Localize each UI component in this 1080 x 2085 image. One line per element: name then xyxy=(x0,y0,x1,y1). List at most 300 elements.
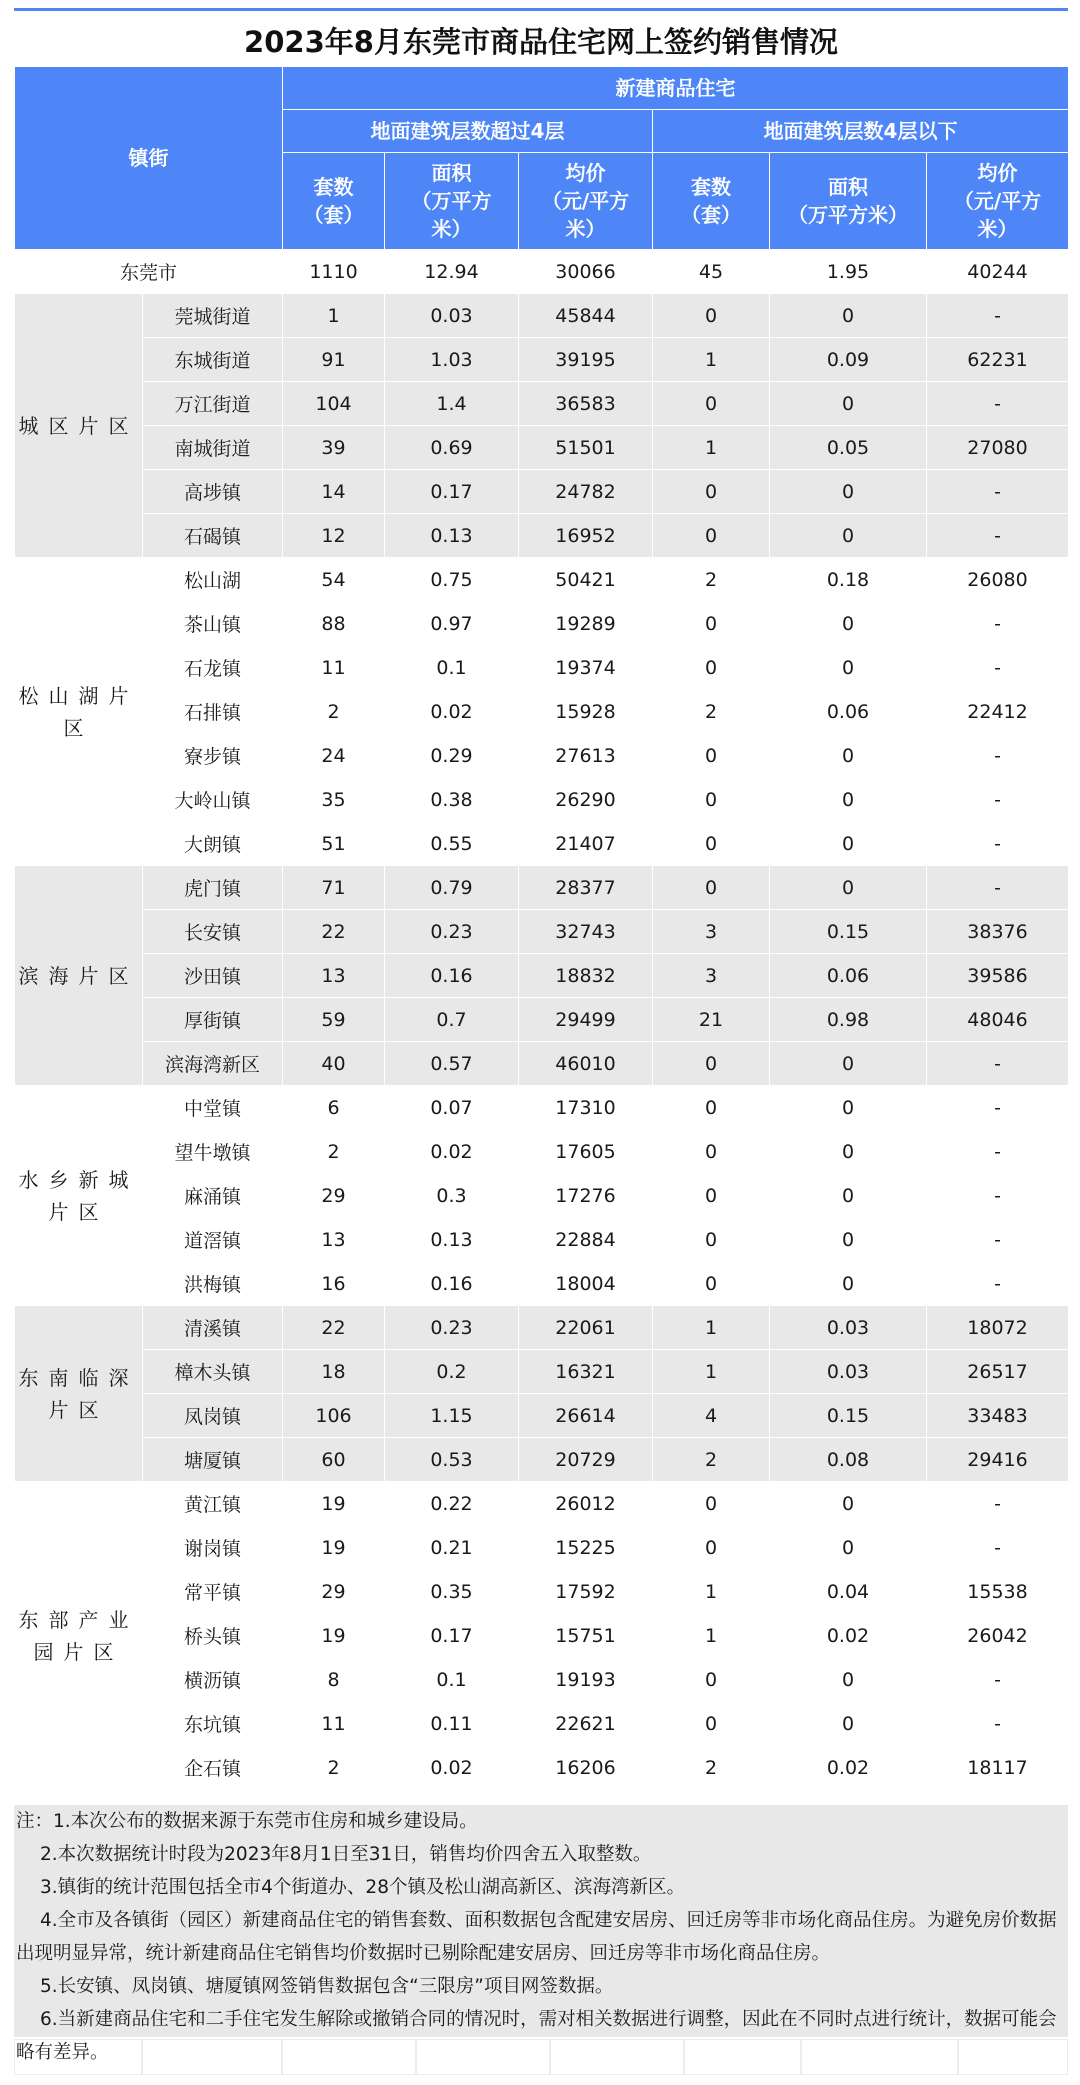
table-cell: 0.22 xyxy=(385,1482,519,1526)
table-cell: 15751 xyxy=(519,1614,653,1658)
table-row xyxy=(15,1570,1069,1614)
table-cell: 15928 xyxy=(519,690,653,734)
table-cell: 38376 xyxy=(927,910,1069,954)
table-cell: 12 xyxy=(283,514,385,558)
table-cell: 0 xyxy=(653,1086,770,1130)
note-line: 5.长安镇、凤岗镇、塘厦镇网签销售数据包含“三限房”项目网签数据。 xyxy=(40,1976,614,1997)
table-cell: 11 xyxy=(283,1702,385,1746)
town-name: 石龙镇 xyxy=(143,646,283,690)
table-cell: 0 xyxy=(653,1218,770,1262)
note-line: 3.镇街的统计范围包括全市4个街道办、28个镇及松山湖高新区、滨海湾新区。 xyxy=(40,1877,685,1898)
town-name: 谢岗镇 xyxy=(143,1526,283,1570)
table-row xyxy=(15,1482,1069,1526)
town-name: 大朗镇 xyxy=(143,822,283,866)
header-area-high: 面积 （万平方 米） xyxy=(385,153,519,250)
table-cell: 0.2 xyxy=(385,1350,519,1394)
table-row xyxy=(15,998,1069,1042)
table-row xyxy=(15,1526,1069,1570)
table-cell: 0.07 xyxy=(385,1086,519,1130)
town-name: 大岭山镇 xyxy=(143,778,283,822)
town-name: 横沥镇 xyxy=(143,1658,283,1702)
table-cell: 0 xyxy=(653,514,770,558)
table-cell: 19374 xyxy=(519,646,653,690)
table-cell: 26012 xyxy=(519,1482,653,1526)
table-cell: 0 xyxy=(770,1130,927,1174)
table-cell: 0 xyxy=(770,646,927,690)
header-area-low: 面积 （万平方米） xyxy=(770,153,927,250)
table-cell: 0 xyxy=(770,1526,927,1570)
table-cell: 0.53 xyxy=(385,1438,519,1482)
town-name: 东城街道 xyxy=(143,338,283,382)
city-value: 1.95 xyxy=(770,250,927,294)
table-cell: 22 xyxy=(283,910,385,954)
table-cell: 0.15 xyxy=(770,1394,927,1438)
town-name: 东坑镇 xyxy=(143,1702,283,1746)
town-name: 企石镇 xyxy=(143,1746,283,1790)
table-cell: 1.03 xyxy=(385,338,519,382)
header-price-high: 均价 （元/平方 米） xyxy=(519,153,653,250)
town-name: 清溪镇 xyxy=(143,1306,283,1350)
table-cell: 0.06 xyxy=(770,954,927,998)
table-cell: 17310 xyxy=(519,1086,653,1130)
table-cell: 0.79 xyxy=(385,866,519,910)
town-name: 莞城街道 xyxy=(143,294,283,338)
table-cell: 0 xyxy=(770,1218,927,1262)
empty-footer-row xyxy=(14,2039,1068,2075)
town-name: 松山湖 xyxy=(143,558,283,602)
table-cell: 88 xyxy=(283,602,385,646)
town-name: 寮步镇 xyxy=(143,734,283,778)
table-cell: 22061 xyxy=(519,1306,653,1350)
town-name: 滨海湾新区 xyxy=(143,1042,283,1086)
table-row xyxy=(15,382,1069,426)
table-cell: 14 xyxy=(283,470,385,514)
table-cell: 16206 xyxy=(519,1746,653,1790)
table-cell: - xyxy=(927,294,1069,338)
table-cell: 29499 xyxy=(519,998,653,1042)
table-cell: 0 xyxy=(653,866,770,910)
table-cell: 0.17 xyxy=(385,470,519,514)
table-cell: 0 xyxy=(653,602,770,646)
table-cell: - xyxy=(927,514,1069,558)
table-cell: 1 xyxy=(653,1350,770,1394)
town-name: 樟木头镇 xyxy=(143,1350,283,1394)
table-cell: 0 xyxy=(653,646,770,690)
table-cell: 2 xyxy=(653,1746,770,1790)
table-cell: 0 xyxy=(770,1482,927,1526)
top-accent-line xyxy=(14,8,1068,11)
table-cell: 26042 xyxy=(927,1614,1069,1658)
table-cell: - xyxy=(927,822,1069,866)
town-name: 厚街镇 xyxy=(143,998,283,1042)
table-row xyxy=(15,1438,1069,1482)
table-cell: 8 xyxy=(283,1658,385,1702)
header-above-4-floors: 地面建筑层数超过4层 xyxy=(283,110,653,153)
notes-section xyxy=(14,1805,1068,2063)
table-row xyxy=(15,1306,1069,1350)
table-cell: 21 xyxy=(653,998,770,1042)
table-cell: 71 xyxy=(283,866,385,910)
table-row xyxy=(15,1086,1069,1130)
table-cell: 0 xyxy=(770,294,927,338)
city-value: 40244 xyxy=(927,250,1069,294)
town-name: 茶山镇 xyxy=(143,602,283,646)
region-name: 松山湖片区 xyxy=(15,558,143,866)
table-cell: 91 xyxy=(283,338,385,382)
table-cell: 2 xyxy=(653,690,770,734)
table-cell: - xyxy=(927,1130,1069,1174)
table-cell: 24 xyxy=(283,734,385,778)
table-cell: 18832 xyxy=(519,954,653,998)
table-cell: 4 xyxy=(653,1394,770,1438)
table-cell: - xyxy=(927,1526,1069,1570)
table-cell: - xyxy=(927,382,1069,426)
table-cell: - xyxy=(927,1702,1069,1746)
note-line: 6.当新建商品住宅和二手住宅发生解除或撤销合同的情况时，需对相关数据进行调整，因此在不同时点进行统计，数据可能会略有差异。 xyxy=(16,2009,1057,2063)
table-cell: - xyxy=(927,1042,1069,1086)
table-cell: 0.13 xyxy=(385,514,519,558)
region-name: 滨海片区 xyxy=(15,866,143,1086)
table-cell: 51 xyxy=(283,822,385,866)
table-cell: 0.17 xyxy=(385,1614,519,1658)
table-cell: 36583 xyxy=(519,382,653,426)
header-town: 镇街 xyxy=(15,67,283,250)
table-row xyxy=(15,1350,1069,1394)
table-row xyxy=(15,1262,1069,1306)
town-name: 麻涌镇 xyxy=(143,1174,283,1218)
header-new-housing: 新建商品住宅 xyxy=(283,67,1069,110)
town-name: 南城街道 xyxy=(143,426,283,470)
table-cell: 20729 xyxy=(519,1438,653,1482)
table-cell: 0.75 xyxy=(385,558,519,602)
table-cell: 0 xyxy=(653,1130,770,1174)
table-cell: 0.21 xyxy=(385,1526,519,1570)
table-cell: 0 xyxy=(770,866,927,910)
table-cell: 0 xyxy=(770,1702,927,1746)
city-total-row xyxy=(15,250,1069,294)
table-cell: 0 xyxy=(770,1658,927,1702)
table-cell: 0 xyxy=(770,470,927,514)
town-name: 望牛墩镇 xyxy=(143,1130,283,1174)
header-units-low: 套数 （套） xyxy=(653,153,770,250)
table-row xyxy=(15,470,1069,514)
table-cell: 0 xyxy=(653,778,770,822)
table-cell: 11 xyxy=(283,646,385,690)
header-below-4-floors: 地面建筑层数4层以下 xyxy=(653,110,1069,153)
table-cell: 0.02 xyxy=(770,1614,927,1658)
table-cell: 0 xyxy=(770,778,927,822)
table-cell: 13 xyxy=(283,1218,385,1262)
header-price-low: 均价 （元/平方 米） xyxy=(927,153,1069,250)
table-cell: - xyxy=(927,1482,1069,1526)
town-name: 万江街道 xyxy=(143,382,283,426)
table-row xyxy=(15,602,1069,646)
table-row xyxy=(15,338,1069,382)
table-cell: 19 xyxy=(283,1614,385,1658)
table-cell: 15225 xyxy=(519,1526,653,1570)
table-cell: 0 xyxy=(770,382,927,426)
table-cell: 39586 xyxy=(927,954,1069,998)
table-cell: 106 xyxy=(283,1394,385,1438)
table-cell: 0 xyxy=(770,1174,927,1218)
table-row xyxy=(15,1746,1069,1790)
table-cell: 1 xyxy=(653,1306,770,1350)
table-row xyxy=(15,954,1069,998)
table-cell: 0.3 xyxy=(385,1174,519,1218)
table-cell: 0 xyxy=(653,1174,770,1218)
table-cell: 1 xyxy=(653,426,770,470)
table-cell: 16 xyxy=(283,1262,385,1306)
town-name: 洪梅镇 xyxy=(143,1262,283,1306)
table-cell: 33483 xyxy=(927,1394,1069,1438)
table-cell: 0 xyxy=(770,734,927,778)
table-cell: 0.03 xyxy=(770,1350,927,1394)
table-cell: 1.15 xyxy=(385,1394,519,1438)
table-row xyxy=(15,866,1069,910)
table-cell: 0.1 xyxy=(385,646,519,690)
table-cell: - xyxy=(927,734,1069,778)
table-cell: - xyxy=(927,778,1069,822)
table-cell: 0 xyxy=(653,1482,770,1526)
table-cell: 22884 xyxy=(519,1218,653,1262)
table-cell: 0.57 xyxy=(385,1042,519,1086)
table-row xyxy=(15,1130,1069,1174)
table-cell: 0.98 xyxy=(770,998,927,1042)
table-cell: 50421 xyxy=(519,558,653,602)
table-cell: 0.05 xyxy=(770,426,927,470)
table-row xyxy=(15,910,1069,954)
table-row xyxy=(15,1218,1069,1262)
town-name: 常平镇 xyxy=(143,1570,283,1614)
table-cell: 18117 xyxy=(927,1746,1069,1790)
table-cell: 59 xyxy=(283,998,385,1042)
town-name: 虎门镇 xyxy=(143,866,283,910)
city-name: 东莞市 xyxy=(15,250,283,294)
table-cell: 2 xyxy=(653,1438,770,1482)
table-cell: 0 xyxy=(653,470,770,514)
table-cell: 54 xyxy=(283,558,385,602)
table-cell: - xyxy=(927,470,1069,514)
table-cell: - xyxy=(927,866,1069,910)
table-cell: 22412 xyxy=(927,690,1069,734)
table-cell: - xyxy=(927,646,1069,690)
table-cell: 0.02 xyxy=(385,690,519,734)
table-cell: 1.4 xyxy=(385,382,519,426)
table-row xyxy=(15,734,1069,778)
table-cell: 29 xyxy=(283,1570,385,1614)
table-cell: 35 xyxy=(283,778,385,822)
table-cell: 22 xyxy=(283,1306,385,1350)
table-cell: 3 xyxy=(653,954,770,998)
table-cell: 0.18 xyxy=(770,558,927,602)
table-row xyxy=(15,1658,1069,1702)
table-cell: 0 xyxy=(770,1086,927,1130)
table-cell: 17592 xyxy=(519,1570,653,1614)
table-cell: 0.16 xyxy=(385,1262,519,1306)
table-cell: 0.04 xyxy=(770,1570,927,1614)
sales-table xyxy=(14,66,1069,1790)
table-cell: 0.1 xyxy=(385,1658,519,1702)
table-cell: 0 xyxy=(770,822,927,866)
table-cell: 0.03 xyxy=(770,1306,927,1350)
table-cell: 0 xyxy=(770,1042,927,1086)
table-cell: 19 xyxy=(283,1482,385,1526)
table-cell: 3 xyxy=(653,910,770,954)
table-cell: 15538 xyxy=(927,1570,1069,1614)
table-cell: 29 xyxy=(283,1174,385,1218)
table-row xyxy=(15,1394,1069,1438)
table-row xyxy=(15,1174,1069,1218)
table-row xyxy=(15,646,1069,690)
table-cell: 0 xyxy=(770,602,927,646)
town-name: 黄江镇 xyxy=(143,1482,283,1526)
table-cell: 21407 xyxy=(519,822,653,866)
table-cell: 0 xyxy=(653,1262,770,1306)
table-cell: 1 xyxy=(653,1614,770,1658)
table-cell: 1 xyxy=(283,294,385,338)
region-name: 东部产业园片区 xyxy=(15,1482,143,1790)
table-cell: 0.02 xyxy=(385,1746,519,1790)
table-row xyxy=(15,558,1069,602)
table-cell: 51501 xyxy=(519,426,653,470)
table-cell: 0.16 xyxy=(385,954,519,998)
page-title: 2023年8月东莞市商品住宅网上签约销售情况 xyxy=(244,24,838,59)
table-cell: 0 xyxy=(653,1526,770,1570)
city-value: 30066 xyxy=(519,250,653,294)
table-cell: 0 xyxy=(653,1658,770,1702)
table-cell: - xyxy=(927,1174,1069,1218)
note-line: 2.本次数据统计时段为2023年8月1日至31日，销售均价四舍五入取整数。 xyxy=(40,1844,652,1865)
town-name: 石排镇 xyxy=(143,690,283,734)
town-name: 中堂镇 xyxy=(143,1086,283,1130)
table-cell: 0.23 xyxy=(385,910,519,954)
table-row xyxy=(15,1702,1069,1746)
note-line: 注：1.本次公布的数据来源于东莞市住房和城乡建设局。 xyxy=(16,1811,478,1832)
table-cell: 0 xyxy=(770,1262,927,1306)
town-name: 塘厦镇 xyxy=(143,1438,283,1482)
table-cell: 0.69 xyxy=(385,426,519,470)
table-cell: 0.35 xyxy=(385,1570,519,1614)
table-cell: 0.97 xyxy=(385,602,519,646)
table-cell: 27613 xyxy=(519,734,653,778)
table-cell: 28377 xyxy=(519,866,653,910)
table-cell: 24782 xyxy=(519,470,653,514)
table-cell: 0.02 xyxy=(385,1130,519,1174)
town-name: 高埗镇 xyxy=(143,470,283,514)
table-cell: 19 xyxy=(283,1526,385,1570)
table-cell: 18004 xyxy=(519,1262,653,1306)
table-cell: 0.13 xyxy=(385,1218,519,1262)
table-cell: 26290 xyxy=(519,778,653,822)
town-name: 凤岗镇 xyxy=(143,1394,283,1438)
table-cell: 18 xyxy=(283,1350,385,1394)
table-cell: - xyxy=(927,602,1069,646)
town-name: 桥头镇 xyxy=(143,1614,283,1658)
table-cell: 16952 xyxy=(519,514,653,558)
town-name: 沙田镇 xyxy=(143,954,283,998)
table-cell: 17276 xyxy=(519,1174,653,1218)
table-cell: 2 xyxy=(653,558,770,602)
table-cell: 39195 xyxy=(519,338,653,382)
table-cell: 0.06 xyxy=(770,690,927,734)
town-name: 长安镇 xyxy=(143,910,283,954)
region-name: 城区片区 xyxy=(15,294,143,558)
table-cell: 60 xyxy=(283,1438,385,1482)
table-cell: 0 xyxy=(770,514,927,558)
table-cell: 17605 xyxy=(519,1130,653,1174)
table-cell: 2 xyxy=(283,1746,385,1790)
table-cell: 19193 xyxy=(519,1658,653,1702)
table-row xyxy=(15,1042,1069,1086)
table-cell: 0.7 xyxy=(385,998,519,1042)
note-line: 4.全市及各镇街（园区）新建商品住宅的销售套数、面积数据包含配建安居房、回迁房等非市场化商品住房。为避免房价数据出现明显异常，统计新建商品住宅销售均价数据时已剔除配建安居房、回迁房等非市场化商品住房。 xyxy=(16,1910,1057,1964)
table-cell: 0.38 xyxy=(385,778,519,822)
table-cell: 0.29 xyxy=(385,734,519,778)
table-row xyxy=(15,294,1069,338)
table-row xyxy=(15,514,1069,558)
region-name: 东南临深片区 xyxy=(15,1306,143,1482)
table-cell: 2 xyxy=(283,1130,385,1174)
table-cell: 0 xyxy=(653,734,770,778)
table-cell: 0.02 xyxy=(770,1746,927,1790)
town-name: 石碣镇 xyxy=(143,514,283,558)
table-cell: 46010 xyxy=(519,1042,653,1086)
table-cell: 27080 xyxy=(927,426,1069,470)
table-row xyxy=(15,1614,1069,1658)
table-cell: 6 xyxy=(283,1086,385,1130)
table-cell: 0.09 xyxy=(770,338,927,382)
table-cell: 62231 xyxy=(927,338,1069,382)
table-cell: 1 xyxy=(653,338,770,382)
table-cell: 0.23 xyxy=(385,1306,519,1350)
region-name: 水乡新城片区 xyxy=(15,1086,143,1306)
table-cell: 40 xyxy=(283,1042,385,1086)
table-cell: 0 xyxy=(653,1042,770,1086)
table-cell: 0 xyxy=(653,1702,770,1746)
table-cell: 0.15 xyxy=(770,910,927,954)
table-cell: 18072 xyxy=(927,1306,1069,1350)
table-cell: 32743 xyxy=(519,910,653,954)
town-name: 道滘镇 xyxy=(143,1218,283,1262)
table-cell: 22621 xyxy=(519,1702,653,1746)
table-row xyxy=(15,690,1069,734)
table-cell: 0.08 xyxy=(770,1438,927,1482)
table-cell: - xyxy=(927,1086,1069,1130)
table-cell: 16321 xyxy=(519,1350,653,1394)
table-cell: 0 xyxy=(653,382,770,426)
table-cell: 45844 xyxy=(519,294,653,338)
table-cell: 0.55 xyxy=(385,822,519,866)
table-row xyxy=(15,778,1069,822)
city-value: 45 xyxy=(653,250,770,294)
table-cell: 0.03 xyxy=(385,294,519,338)
table-cell: 26080 xyxy=(927,558,1069,602)
table-cell: - xyxy=(927,1262,1069,1306)
table-cell: 26614 xyxy=(519,1394,653,1438)
table-cell: 48046 xyxy=(927,998,1069,1042)
table-cell: 1 xyxy=(653,1570,770,1614)
table-cell: 0.11 xyxy=(385,1702,519,1746)
table-cell: 29416 xyxy=(927,1438,1069,1482)
table-row xyxy=(15,822,1069,866)
table-row xyxy=(15,426,1069,470)
table-cell: 39 xyxy=(283,426,385,470)
table-cell: 0 xyxy=(653,822,770,866)
city-value: 1110 xyxy=(283,250,385,294)
city-value: 12.94 xyxy=(385,250,519,294)
table-cell: - xyxy=(927,1218,1069,1262)
table-cell: 26517 xyxy=(927,1350,1069,1394)
